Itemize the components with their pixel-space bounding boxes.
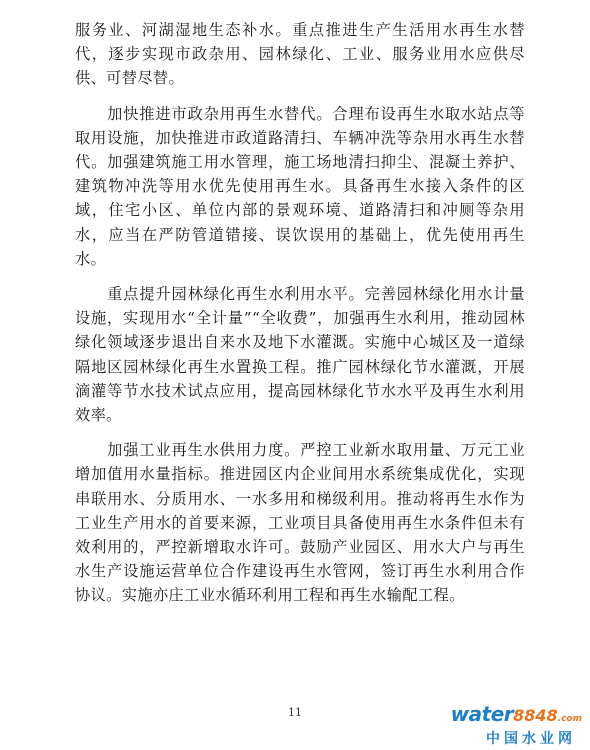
watermark-brand: water [450,702,514,726]
paragraph-2: 加快推进市政杂用再生水替代。合理布设再生水取水站点等取用设施，加快推进市政道路清扫、车辆冲洗等杂用水再生水替代。加强建筑施工用水管理，施工场地清扫抑尘、混凝土养护、建筑物冲洗等用水优先使用再生水。具备再生水接入条件的区域，住宅小区、单位内部的景观环境、道路清扫和冲厕等杂用水，应当在严防管道错接、误饮误用的基础上，优先使用再生水。 [75,104,525,268]
watermark-domain-suffix: .com [557,714,582,724]
paragraph-4: 加强工业再生水供用力度。严控工业新水取用量、万元工业增加值用水量指标。推进园区内企业间用水系统集成优化，实现串联用水、分质用水、一水多用和梯级利用。推动将再生水作为工业生产用水的首要来源，工业项目具备使用再生水条件但未有效利用的，严控新增取水许可。鼓励产业园区、用水大户与再生水生产设施运营单位合作建设再生水管网，签订再生水利用合作协议。实施亦庄工业水循环利用工程和再生水输配工程。 [75,441,525,605]
paragraph-3: 重点提升园林绿化再生水利用水平。完善园林绿化用水计量设施，实现用水“全计量”“全收费”，加强再生水利用，推动园林绿化领域逐步退出自来水及地下水灌溉。实施中心城区及一道绿隔地区园林绿化再生水置换工程。推广园林绿化节水灌溉，开展滴灌等节水技术试点应用，提高园林绿化节水水平及再生水利用效率。 [75,285,525,425]
watermark-number: 8848 [513,706,558,725]
page-number: 11 [288,706,302,719]
document-body [75,18,525,619]
site-watermark-logo [452,702,582,748]
watermark-chinese-name: 中国水业网 [486,731,576,747]
paragraph-1: 服务业、河湖湿地生态补水。重点推进生产生活用水再生水替代，逐步实现市政杂用、园林绿化、工业、服务业用水应供尽供、可替尽替。 [75,21,525,88]
watermark-brand-line [451,702,582,726]
